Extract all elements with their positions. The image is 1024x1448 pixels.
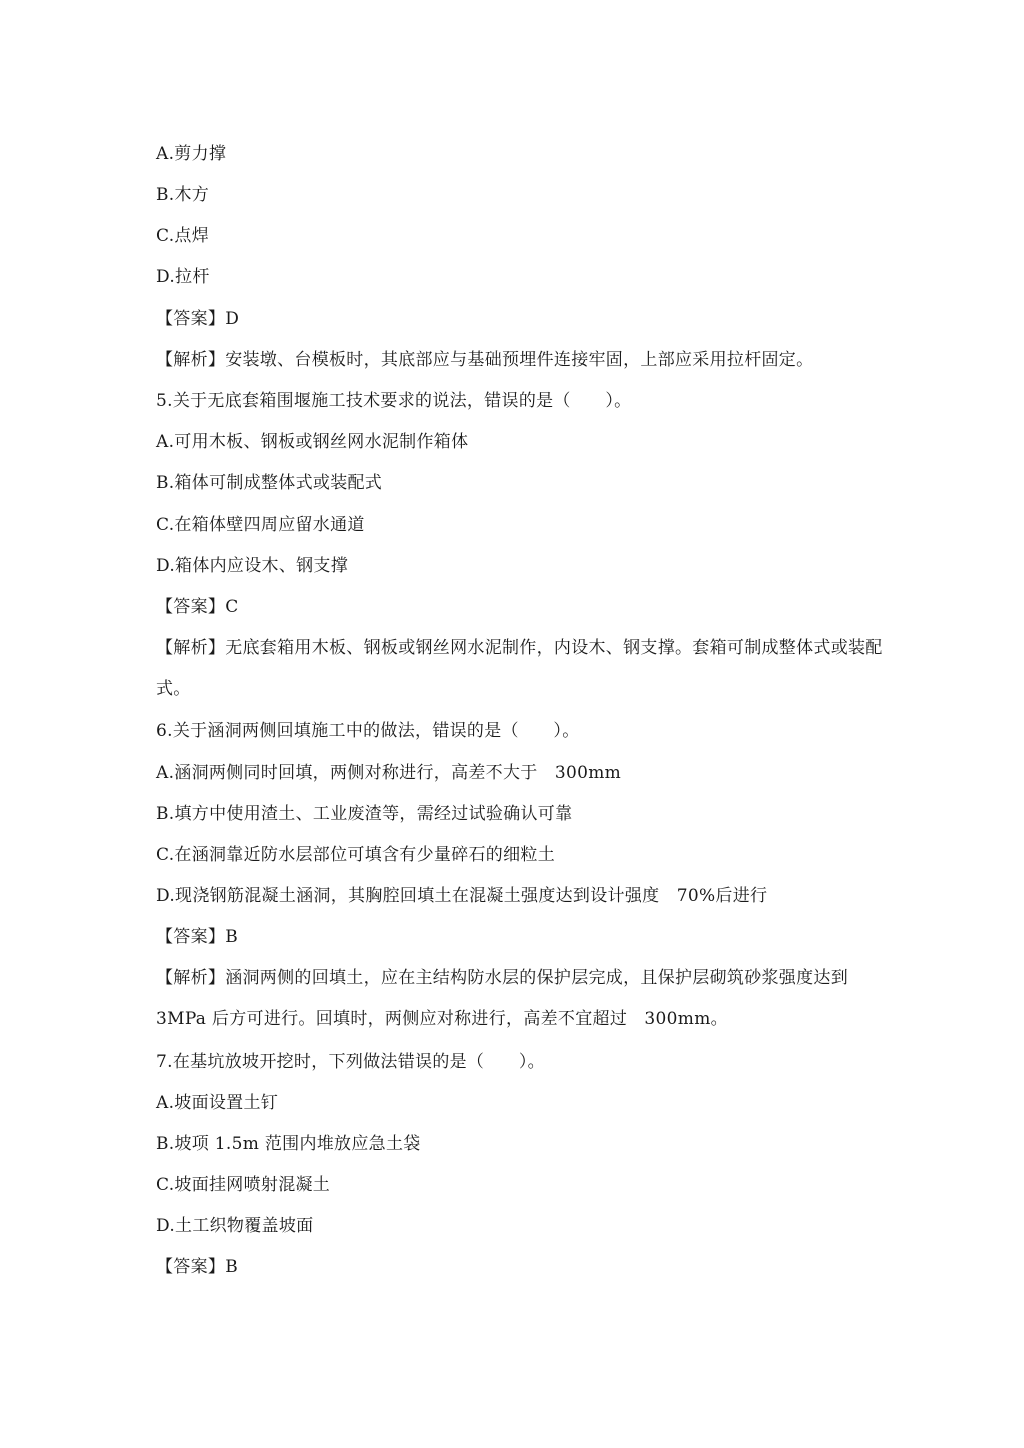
option-b-q7: B.坡项 1.5m 范围内堆放应急土袋 — [156, 1134, 421, 1154]
answer-q6: 【答案】B — [156, 927, 238, 947]
option-a-q5: A.可用木板、钢板或钢丝网水泥制作箱体 — [156, 432, 469, 452]
option-b-q6: B.填方中使用渣土、工业废渣等，需经过试验确认可靠 — [156, 804, 573, 824]
explanation-q5: 【解析】无底套箱用木板、钢板或钢丝网水泥制作，内设木、钢支撑。套箱可制成整体式或装配式。 — [156, 638, 883, 699]
option-d-q4: D.拉杆 — [156, 267, 210, 287]
option-c-q7: C.坡面挂网喷射混凝土 — [156, 1175, 331, 1195]
answer-q7: 【答案】B — [156, 1257, 238, 1277]
option-d-q7: D.土工织物覆盖坡面 — [156, 1216, 314, 1236]
option-c-q5: C.在箱体壁四周应留水通道 — [156, 515, 365, 535]
option-a-q4: A.剪力撑 — [156, 144, 227, 164]
question-6: 6.关于涵洞两侧回填施工中的做法，错误的是（ ）。 — [156, 721, 580, 741]
answer-q5: 【答案】C — [156, 597, 239, 617]
question-5: 5.关于无底套箱围堰施工技术要求的说法，错误的是（ ）。 — [156, 391, 632, 411]
option-a-q6: A.涵洞两侧同时回填，两侧对称进行，高差不大于 300mm — [156, 763, 622, 783]
option-d-q6: D.现浇钢筋混凝土涵洞，其胸腔回填土在混凝土强度达到设计强度 70%后进行 — [156, 886, 768, 906]
option-b-q4: B.木方 — [156, 185, 210, 205]
option-c-q6: C.在涵洞靠近防水层部位可填含有少量碎石的细粒土 — [156, 845, 556, 865]
option-d-q5: D.箱体内应设木、钢支撑 — [156, 556, 349, 576]
answer-q4: 【答案】D — [156, 309, 240, 329]
option-c-q4: C.点焊 — [156, 226, 210, 246]
option-a-q7: A.坡面设置土钉 — [156, 1093, 279, 1113]
explanation-q6: 【解析】涵洞两侧的回填土，应在主结构防水层的保护层完成，且保护层砌筑砂浆强度达到 3MPa 后方可进行。回填时，两侧应对称进行，高差不宜超过 300mm。 — [156, 968, 848, 1029]
question-7: 7.在基坑放坡开挖时，下列做法错误的是（ ）。 — [156, 1052, 545, 1072]
explanation-q4: 【解析】安装墩、台模板时，其底部应与基础预埋件连接牢固，上部应采用拉杆固定。 — [156, 350, 814, 370]
option-b-q5: B.箱体可制成整体式或装配式 — [156, 473, 383, 493]
